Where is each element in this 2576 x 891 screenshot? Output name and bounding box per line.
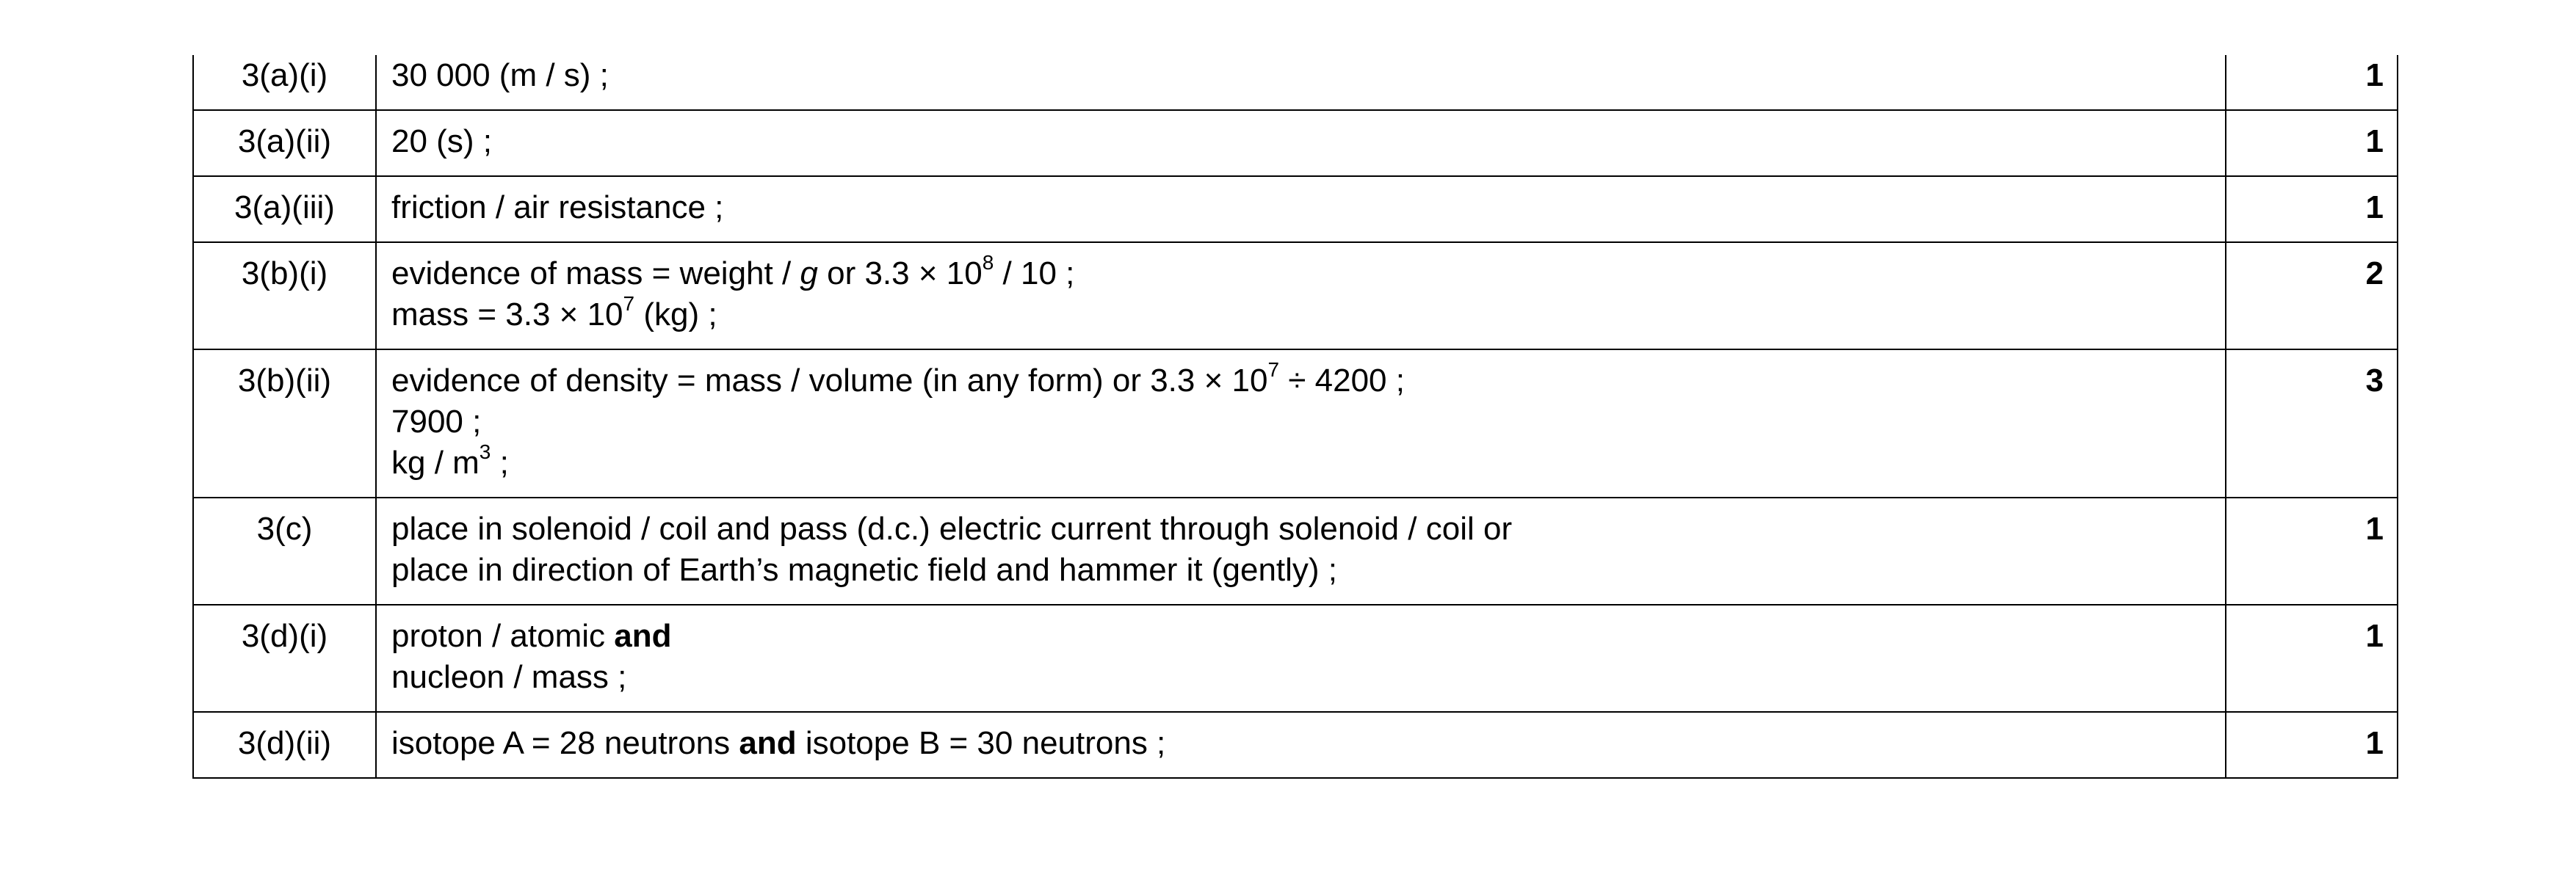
table-row [193, 242, 2398, 349]
marks-value: 1 [2226, 55, 2398, 110]
answer-text: place in direction of Earth’s magnetic field and hammer it (gently) ; [391, 552, 1338, 588]
table-row [193, 176, 2398, 242]
bold-text: and [739, 725, 797, 761]
mark-scheme-table [192, 55, 2398, 779]
answer-text: mass = 3.3 × 10 [391, 297, 623, 332]
answer-text: evidence of mass = weight / [391, 255, 800, 291]
answer-line [391, 550, 2210, 591]
italic-text: g [800, 255, 818, 291]
answer-line [391, 440, 2210, 484]
question-number: 3(c) [193, 498, 376, 605]
answer-text: or 3.3 × 10 [817, 255, 983, 291]
question-number: 3(d)(ii) [193, 712, 376, 778]
bold-text: and [614, 618, 672, 654]
answer-text: place in solenoid / coil and pass (d.c.) electric current through solenoid / coil or [391, 511, 1513, 547]
answer-line [391, 55, 2210, 96]
table-row [193, 498, 2398, 605]
table-row [193, 110, 2398, 176]
answer-cell [376, 55, 2226, 110]
answer-line [391, 509, 2210, 550]
answer-cell [376, 110, 2226, 176]
marks-value: 1 [2226, 498, 2398, 605]
marks-value: 1 [2226, 110, 2398, 176]
marks-value: 1 [2226, 176, 2398, 242]
answer-text: ÷ 4200 ; [1279, 363, 1405, 399]
question-number: 3(a)(iii) [193, 176, 376, 242]
table-row [193, 55, 2398, 110]
answer-text: 20 (s) ; [391, 123, 492, 159]
answer-line [391, 294, 2210, 335]
answer-text: proton / atomic [391, 618, 615, 654]
superscript: 7 [623, 292, 635, 316]
answer-text: ; [491, 445, 509, 481]
answer-line [391, 401, 2210, 443]
answer-cell [376, 712, 2226, 778]
answer-text: / 10 ; [994, 255, 1075, 291]
marks-value: 2 [2226, 242, 2398, 349]
table-row [193, 349, 2398, 498]
answer-line [391, 723, 2210, 764]
answer-line [391, 657, 2210, 698]
answer-line [391, 187, 2210, 228]
question-number: 3(b)(ii) [193, 349, 376, 498]
answer-text: 7900 ; [391, 404, 482, 440]
answer-line [391, 121, 2210, 162]
answer-text: friction / air resistance ; [391, 189, 724, 225]
answer-text: nucleon / mass ; [391, 659, 627, 695]
answer-cell [376, 498, 2226, 605]
question-number: 3(a)(i) [193, 55, 376, 110]
marks-value: 1 [2226, 605, 2398, 712]
table-row [193, 712, 2398, 778]
answer-cell [376, 605, 2226, 712]
superscript: 7 [1267, 358, 1280, 382]
answer-line [391, 360, 2210, 401]
answer-text: isotope B = 30 neutrons ; [796, 725, 1166, 761]
answer-text: 30 000 (m / s) ; [391, 57, 609, 93]
answer-text: kg / m [391, 445, 480, 481]
superscript: 3 [479, 440, 491, 464]
marks-value: 3 [2226, 349, 2398, 498]
answer-cell [376, 242, 2226, 349]
question-number: 3(a)(ii) [193, 110, 376, 176]
answer-line [391, 253, 2210, 294]
answer-cell [376, 349, 2226, 498]
answer-line [391, 616, 2210, 657]
question-number: 3(b)(i) [193, 242, 376, 349]
answer-cell [376, 176, 2226, 242]
question-number: 3(d)(i) [193, 605, 376, 712]
answer-text: isotope A = 28 neutrons [391, 725, 739, 761]
marks-value: 1 [2226, 712, 2398, 778]
superscript: 8 [982, 251, 994, 274]
answer-text: evidence of density = mass / volume (in any form) or 3.3 × 10 [391, 363, 1268, 399]
answer-text: (kg) ; [634, 297, 717, 332]
table-row [193, 605, 2398, 712]
mark-scheme-body [193, 55, 2398, 778]
